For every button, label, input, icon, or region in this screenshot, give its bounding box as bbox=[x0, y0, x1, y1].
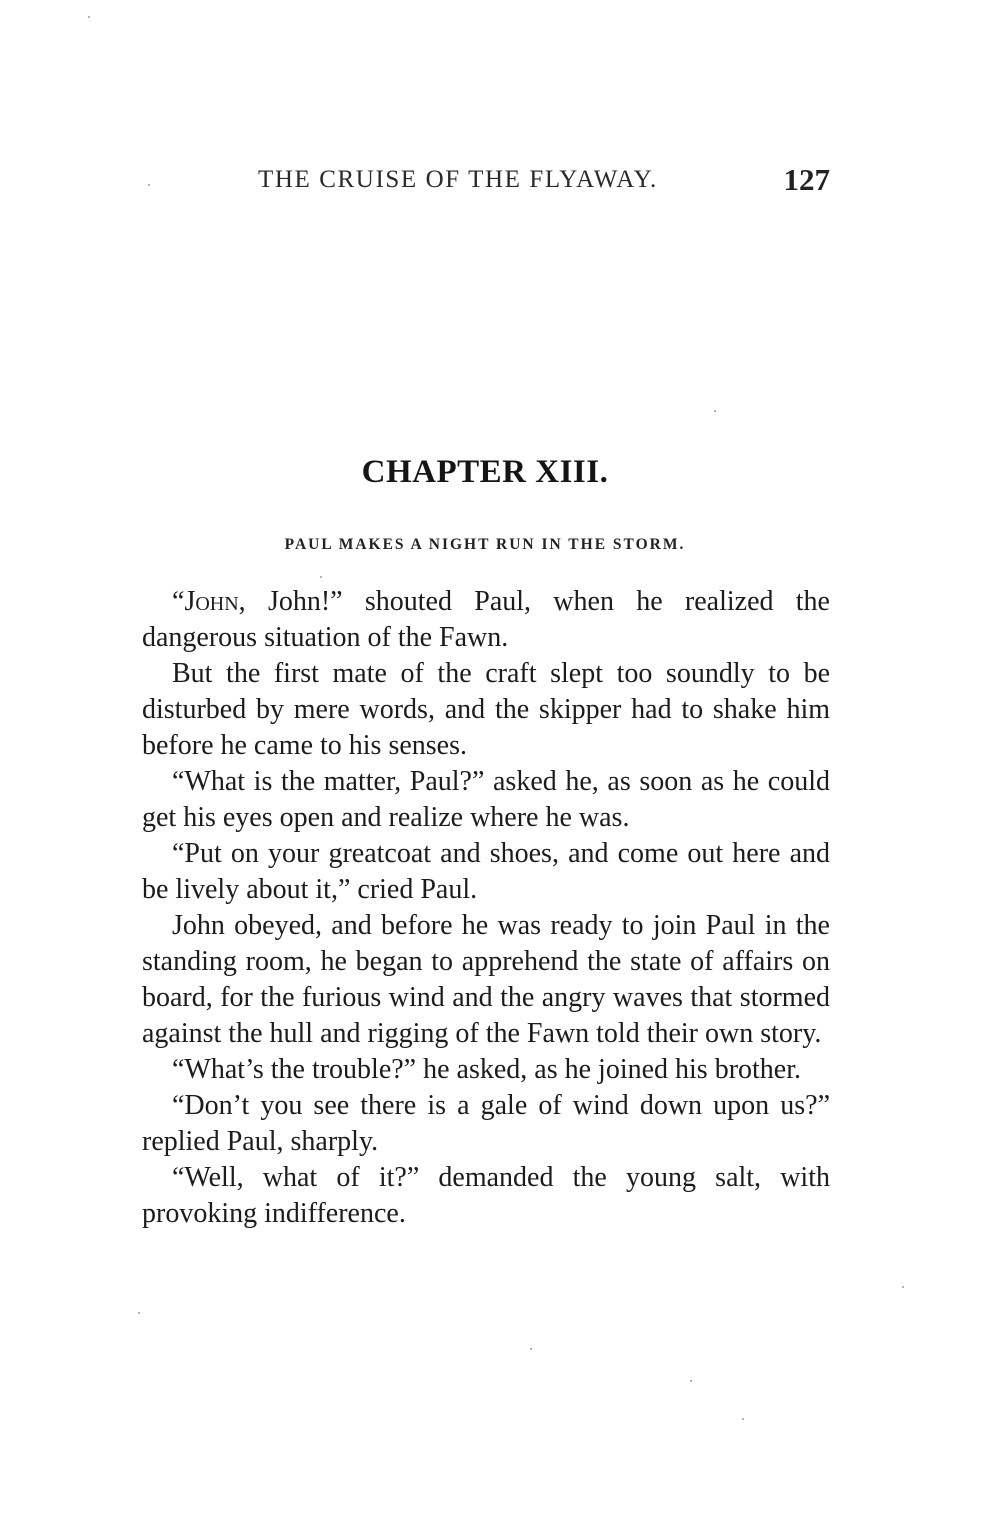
scan-speck bbox=[690, 1380, 692, 1382]
scan-speck bbox=[742, 1418, 744, 1420]
paragraph-2: But the first mate of the craft slept too soundly to be disturbed by mere words, and the skipper had to shake him before he came to his senses. bbox=[142, 658, 830, 761]
scan-speck bbox=[902, 1286, 904, 1288]
running-title: THE CRUISE OF THE FLYAWAY. bbox=[258, 166, 658, 193]
scan-speck bbox=[88, 16, 90, 18]
scan-speck bbox=[138, 1312, 140, 1314]
paragraph-1 bbox=[142, 584, 830, 656]
scan-speck bbox=[714, 410, 716, 412]
chapter-subtitle: PAUL MAKES A NIGHT RUN IN THE STORM. bbox=[284, 536, 686, 553]
scan-speck bbox=[320, 576, 322, 578]
paragraph-3: “What is the matter, Paul?” asked he, as soon as he could get his eyes open and realize where he was. bbox=[142, 766, 830, 833]
chapter-title: CHAPTER XIII. bbox=[361, 454, 609, 490]
body-text bbox=[142, 584, 830, 1232]
paragraph-6: “What’s the trouble?” he asked, as he joined his brother. bbox=[172, 1054, 802, 1085]
paragraph-8: “Well, what of it?” demanded the young salt, with provoking indifference. bbox=[142, 1162, 830, 1229]
paragraph-7: “Don’t you see there is a gale of wind down upon us?” replied Paul, sharply. bbox=[142, 1090, 830, 1157]
scan-speck bbox=[530, 1348, 532, 1350]
running-head bbox=[258, 162, 830, 202]
opening-quote: “ bbox=[172, 586, 185, 617]
paragraph-4: “Put on your greatcoat and shoes, and come out here and be lively about it,” cried Paul. bbox=[142, 838, 830, 905]
page-number: 127 bbox=[783, 162, 830, 197]
scan-speck bbox=[148, 184, 150, 186]
paragraph-5: John obeyed, and before he was ready to join Paul in the standing room, he began to apprehend the state of affairs on board, for the furious wind and the angry waves that stormed against the hull and rigging of the Fawn told their own story. bbox=[142, 910, 830, 1049]
paragraph-text: , John!” shouted Paul, when he realized the dangerous situation of the Fawn. bbox=[142, 586, 830, 653]
smallcaps-name: John bbox=[184, 586, 239, 617]
